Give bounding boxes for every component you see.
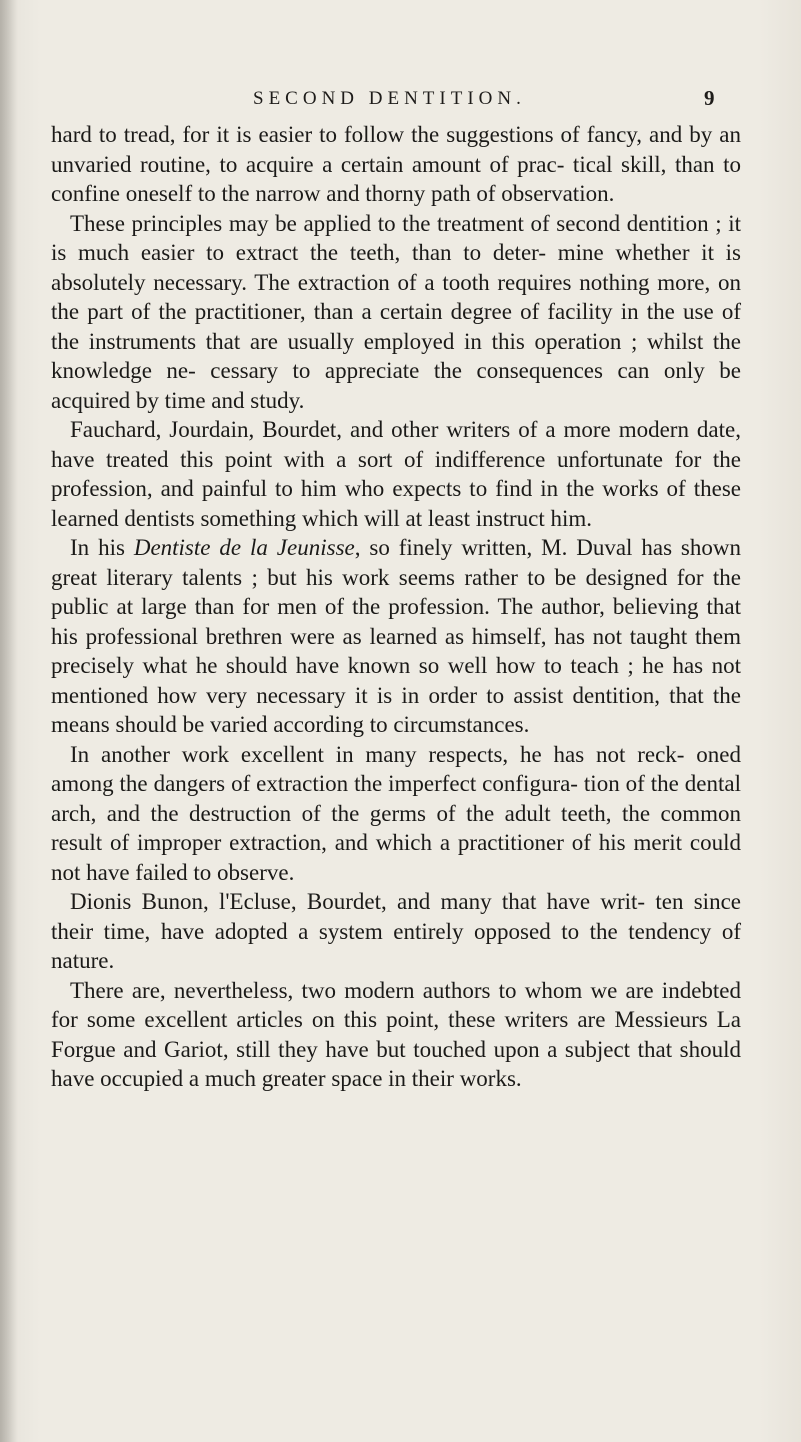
- binding-gutter-shadow: [0, 0, 18, 1442]
- page-header: [0, 86, 801, 120]
- paragraph: Fauchard, Jourdain, Bourdet, and other writers of a more modern date, have treated this point with a sort of indifference unfortunate for the profession, and painful to him who expects to find in the works of these learned dentists something which will at least instruct him.: [51, 417, 741, 531]
- paragraph: In another work excellent in many respects, he has not reck- oned among the dangers of extraction the imperfect configura- tion of the dental arch, and the destruction of the germs of the adult teeth, the common result of improper extraction, and which a practitioner of his merit could not have failed to observe.: [51, 741, 741, 885]
- paragraph-text: In his: [70, 535, 134, 560]
- paragraph: These principles may be applied to the treatment of second dentition ; it is much easier to extract the teeth, than to deter- mine whether it is absolutely necessary. The extraction of a tooth requires nothing more, on the part of the practitioner, than a certain degree of facility in the use of the instruments that are usually employed in this operation ; whilst the knowledge ne- cessary to appreciate the consequences can only be acquired by time and study.: [51, 210, 741, 413]
- book-title: Dentiste de la Jeunisse: [133, 535, 355, 560]
- paragraph: Dionis Bunon, l'Ecluse, Bourdet, and many that have writ- ten since their time, have adopted a system entirely opposed to the tendency of nature.: [51, 889, 741, 973]
- page-number: 9: [704, 86, 715, 110]
- paragraph: There are, nevertheless, two modern authors to whom we are indebted for some excellent articles on this point, these writers are Messieurs La Forgue and Gariot, still they have but touched upon a subject that should have occupied a much greater space in their works.: [51, 977, 741, 1091]
- running-title: SECOND DENTITION.: [253, 88, 526, 109]
- paragraph: hard to tread, for it is easier to follow the suggestions of fancy, and by an unvaried routine, to acquire a certain amount of prac- tical skill, than to confine oneself to the narrow and thorny path of observation.: [51, 122, 741, 206]
- body-text: [51, 120, 741, 1094]
- paragraph: [51, 533, 741, 740]
- paragraph-text: , so finely written, M. Duval has shown great literary talents ; but his work seems rather to be designed for the public at large than for men of the profession. The author, believing that his professional brethren were as learned as himself, has not taught them precisely what he should have known so well how to teach ; he has not mentioned how very necessary it is in order to assist dentition, that the means should be varied according to circumstances.: [51, 535, 741, 737]
